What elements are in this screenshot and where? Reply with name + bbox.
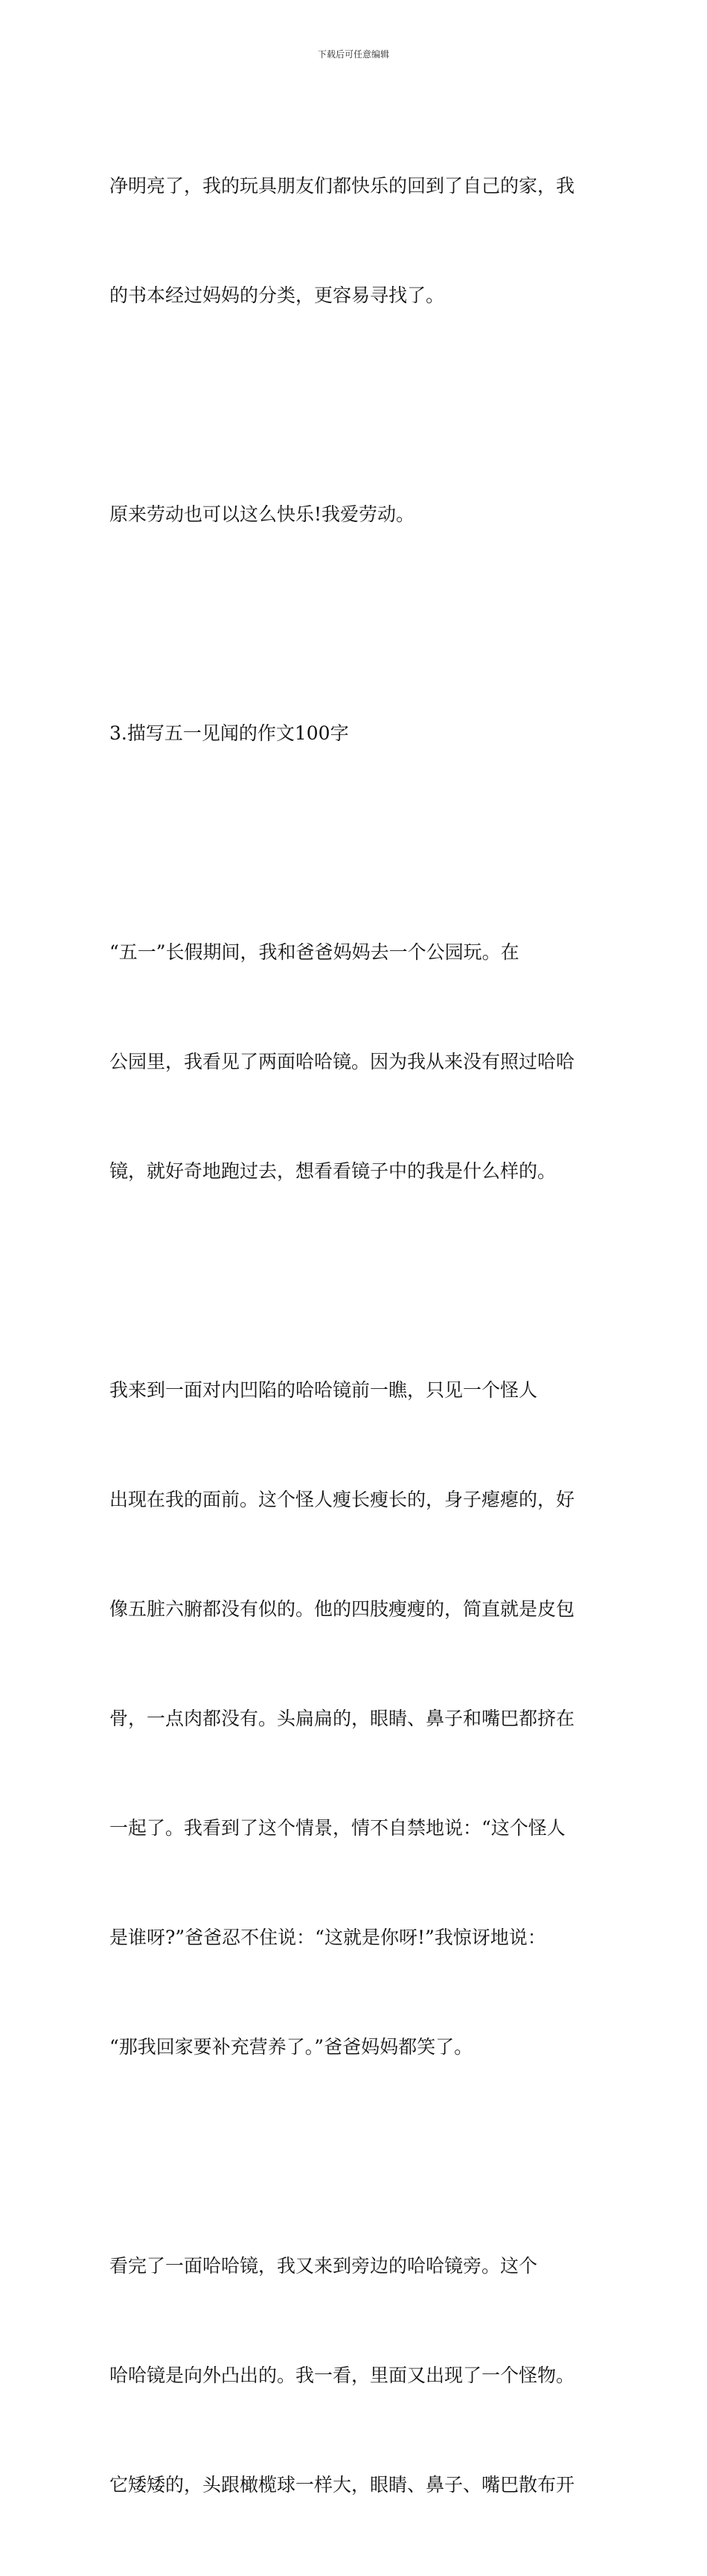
text-line: 哈哈镜是向外凸出的。我一看，里面又出现了一个怪物。 (109, 2364, 575, 2386)
paragraph-gap (109, 824, 604, 861)
text-line: 一起了。我看到了这个情景，情不自禁地说：“这个怪人 (109, 1817, 566, 1839)
text-line: 公园里，我看见了两面哈哈镜。因为我从来没有照过哈哈 (109, 1051, 575, 1072)
text-line: 它矮矮的，头跟橄榄球一样大，眼睛、鼻子、嘴巴散布开 (109, 2474, 575, 2496)
paragraph-gap (109, 1262, 604, 1299)
text-line: “五一”长假期间，我和爸爸妈妈去一个公园玩。在 (109, 941, 519, 963)
section-heading (109, 642, 604, 824)
paragraph-gap (109, 605, 604, 642)
text-line: 净明亮了，我的玩具朋友们都快乐的回到了自己的家，我 (109, 175, 575, 197)
text-line: 镜，就好奇地跑过去，想看看镜子中的我是什么样的。 (109, 1160, 557, 1182)
document-body (109, 95, 604, 2576)
text-line: 我来到一面对内凹陷的哈哈镜前一瞧，只见一个怪人 (109, 1379, 538, 1401)
paragraph-2 (109, 423, 604, 605)
text-line: 原来劳动也可以这么快乐!我爱劳动。 (109, 503, 415, 525)
text-line: 骨，一点肉都没有。头扁扁的，眼睛、鼻子和嘴巴都挤在 (109, 1708, 575, 1729)
paragraph-5 (109, 2175, 604, 2576)
text-line: 的书本经过妈妈的分类，更容易寻找了。 (109, 284, 445, 306)
text-line: 出现在我的面前。这个怪人瘦长瘦长的，身子瘪瘪的，好 (109, 1489, 575, 1510)
page-header: 下载后可任意编辑 (317, 49, 389, 60)
paragraph-3 (109, 861, 604, 1262)
text-line: 像五脏六腑都没有似的。他的四肢瘦瘦的，简直就是皮包 (109, 1598, 575, 1620)
paragraph-4 (109, 1299, 604, 2138)
paragraph-1 (109, 95, 604, 387)
text-line: “那我回家要补充营养了。”爸爸妈妈都笑了。 (109, 2036, 473, 2058)
text-line: 看完了一面哈哈镜，我又来到旁边的哈哈镜旁。这个 (109, 2255, 538, 2277)
paragraph-gap (109, 387, 604, 423)
heading-line: 3.描写五一见闻的作文100字 (109, 722, 349, 744)
paragraph-gap (109, 2138, 604, 2175)
text-line: 是谁呀?”爸爸忍不住说：“这就是你呀!”我惊讶地说： (109, 1927, 546, 1948)
